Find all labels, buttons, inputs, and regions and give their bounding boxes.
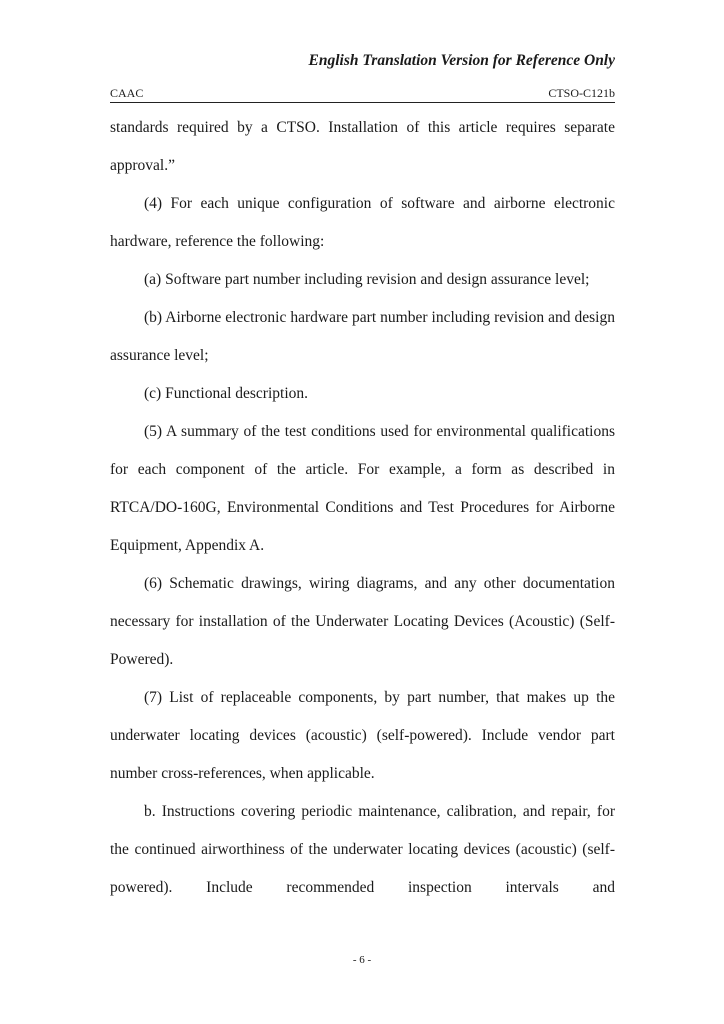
- header-organization: CAAC: [110, 86, 144, 100]
- paragraph-item-4b: (b) Airborne electronic hardware part number including revision and design assurance level;: [110, 309, 615, 364]
- paragraph-continuation: standards required by a CTSO. Installation of this article requires separate approval.”: [110, 119, 615, 174]
- paragraph-item-5: (5) A summary of the test conditions used for environmental qualifications for each component of the article. For example, a form as described in RTCA/DO-160G, Environmental Conditions and Test Procedures for Airborne Equipment, Appendix A.: [110, 423, 615, 554]
- paragraph-item-4a: (a) Software part number including revision and design assurance level;: [144, 271, 590, 288]
- paragraph-item-6: (6) Schematic drawings, wiring diagrams, and any other documentation necessary for installation of the Underwater Locating Devices (Acoustic) (Self-Powered).: [110, 575, 615, 668]
- paragraph-item-7: (7) List of replaceable components, by part number, that makes up the underwater locating devices (acoustic) (self-powered). Include vendor part number cross-references, when applicable.: [110, 689, 615, 782]
- page-header: [110, 86, 615, 103]
- page-number: - 6 -: [352, 954, 372, 966]
- translation-banner: English Translation Version for Reference Only: [308, 52, 615, 69]
- header-document-id: CTSO-C121b: [548, 86, 615, 100]
- paragraph-item-4c: (c) Functional description.: [144, 385, 308, 402]
- paragraph-item-b: b. Instructions covering periodic maintenance, calibration, and repair, for the continued airworthiness of the underwater locating devices (acoustic) (self-powered). Include recommended inspection intervals and: [110, 803, 615, 896]
- document-body: [110, 109, 615, 907]
- paragraph-item-4: (4) For each unique configuration of software and airborne electronic hardware, reference the following:: [110, 195, 615, 250]
